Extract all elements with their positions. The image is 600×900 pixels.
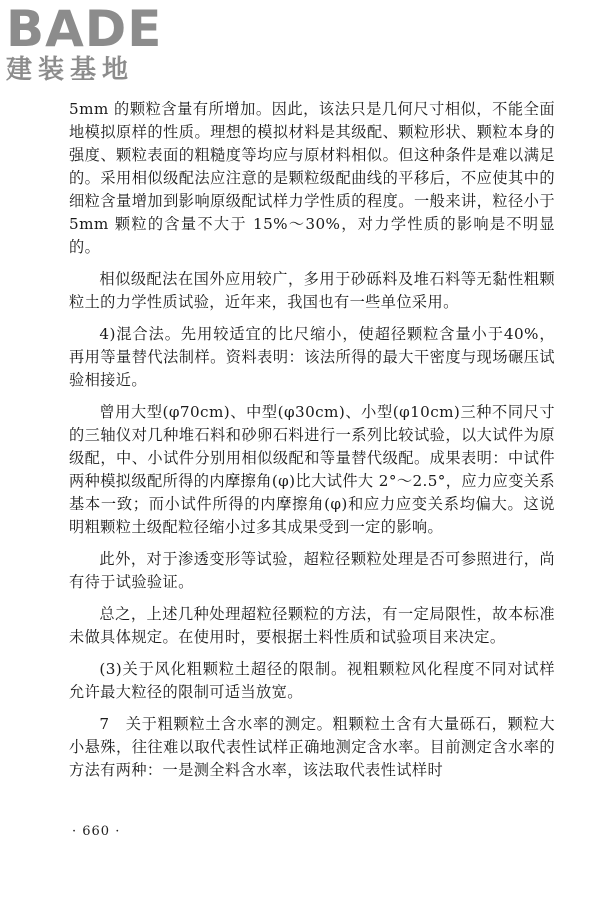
brand-logo [6, 0, 176, 88]
logo-brand-text: BADE [6, 0, 163, 58]
page-number: · 660 · [72, 824, 121, 839]
paragraph-5: 此外，对于渗透变形等试验，超粒径颗粒处理是否可参照进行，尚有待于试验验证。 [69, 550, 555, 591]
logo-tagline: 建装基地 [6, 55, 135, 85]
paragraph-2: 相似级配法在国外应用较广，多用于砂砾料及堆石料等无黏性粗颗粒土的力学性质试验，近年来，我国也有一些单位采用。 [69, 270, 555, 311]
paragraph-7: (3)关于风化粗颗粒土超径的限制。视粗颗粒风化程度不同对试样允许最大粒径的限制可适当放宽。 [69, 660, 555, 701]
paragraph-1: 5mm 的颗粒含量有所增加。因此，该法只是几何尺寸相似，不能全面地模拟原样的性质。理想的模拟材料是其级配、颗粒形状、颗粒本身的强度、颗粒表面的粗糙度等均应与原材料相似。但这种条件是难以满足的。采用相似级配法应注意的是颗粒级配曲线的平移后，不应使其中的细粒含量增加到影响原级配试样力学性质的程度。一般来讲，粒径小于 5mm 颗粒的含量不大于 15%～30%，对力学性质的影响是不明显的。 [69, 100, 555, 256]
paragraph-3: 4)混合法。先用较适宜的比尺缩小，使超径颗粒含量小于40%，再用等量替代法制样。资料表明：该法所得的最大干密度与现场碾压试验相接近。 [69, 325, 555, 389]
paragraph-4: 曾用大型(φ70cm)、中型(φ30cm)、小型(φ10cm)三种不同尺寸的三轴仪对几种堆石料和砂卵石料进行一系列比较试验，以大试件为原级配，中、小试件分别用相似级配和等量替代级配。成果表明：中试件两种模拟级配所得的内摩擦角(φ)比大试件大 2°～2.5°，应力应变关系基本一致；而小试件所得的内摩擦角(φ)和应力应变关系均偏大。这说明粗颗粒土级配粒径缩小过多其成果受到一定的影响。 [69, 403, 555, 536]
page-body [69, 98, 555, 782]
paragraph-6: 总之，上述几种处理超粒径颗粒的方法，有一定局限性，故本标准未做具体规定。在使用时，要根据土料性质和试验项目来决定。 [69, 605, 555, 646]
paragraph-8: 7 关于粗颗粒土含水率的测定。粗颗粒土含有大量砾石，颗粒大小悬殊，往往难以取代表性试样正确地测定含水率。目前测定含水率的方法有两种：一是测全料含水率，该法取代表性试样时 [69, 715, 555, 779]
